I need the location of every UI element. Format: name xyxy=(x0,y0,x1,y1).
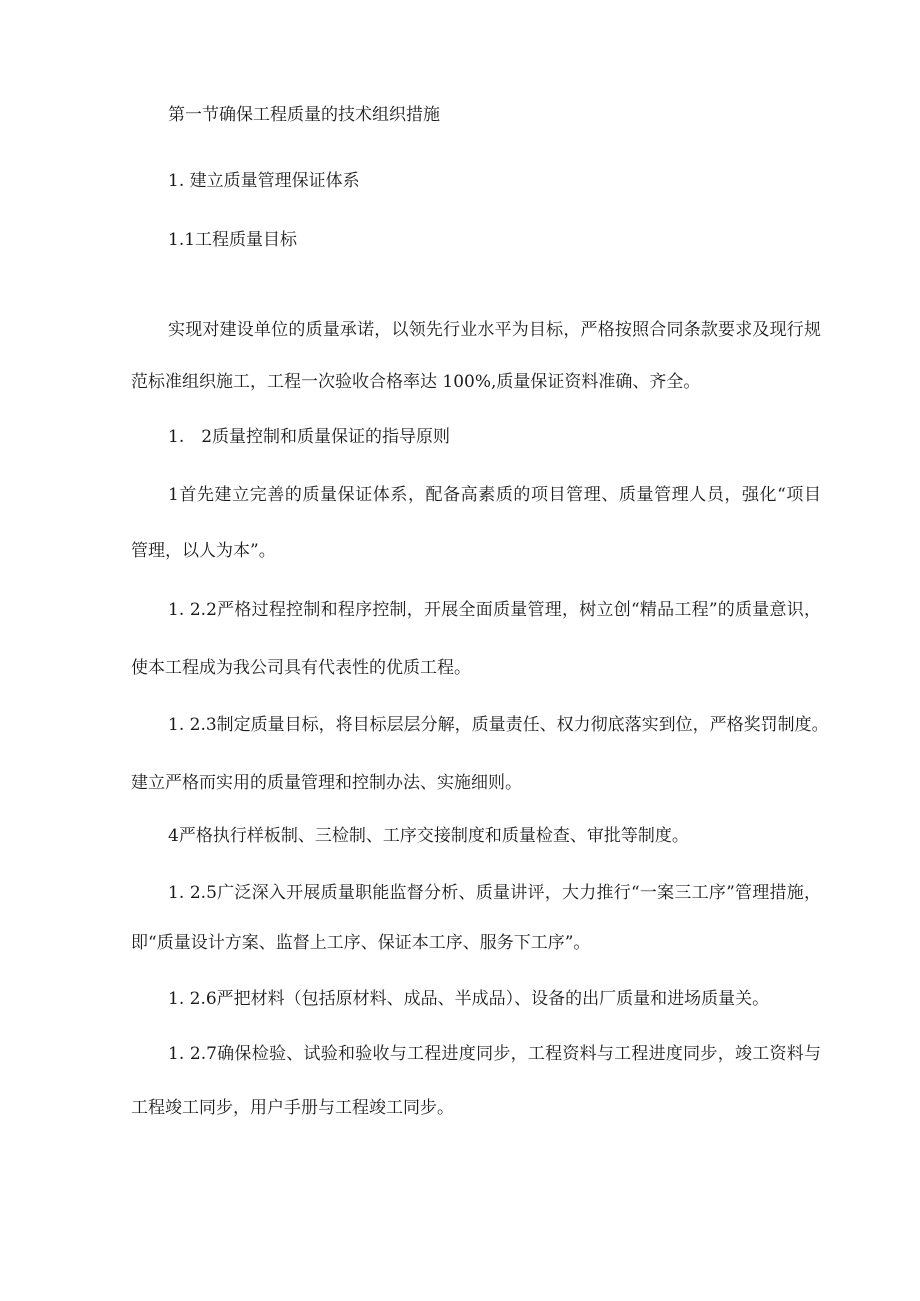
paragraph-7-line-1: 1. 2.7确保检验、试验和验收与工程进度同步，工程资料与工程进度同步，竣工资料与 xyxy=(168,1044,821,1064)
heading-1-1: 1.1工程质量目标 xyxy=(168,230,298,250)
heading-1-2: 1. 2质量控制和质量保证的指导原则 xyxy=(168,427,451,447)
paragraph-7-line-2: 工程竣工同步，用户手册与工程竣工同步。 xyxy=(131,1098,454,1118)
paragraph-3-line-2: 建立严格而实用的质量管理和控制办法、实施细则。 xyxy=(131,773,522,793)
paragraph-1-line-2: 管理，以人为本”。 xyxy=(131,541,276,561)
section-title: 第一节确保工程质量的技术组织措施 xyxy=(168,105,440,125)
paragraph-5-line-2: 即“质量设计方案、监督上工序、保证本工序、服务下工序”。 xyxy=(131,933,591,953)
paragraph-3-line-1: 1. 2.3制定质量目标，将目标层层分解，质量责任、权力彻底落实到位，严格奖罚制度。 xyxy=(168,715,829,735)
paragraph-target-line-2: 范标准组织施工，工程一次验收合格率达 100%,质量保证资料准确、齐全。 xyxy=(131,372,701,392)
paragraph-6-line-1: 1. 2.6严把材料（包括原材料、成品、半成品）、设备的出厂质量和进场质量关。 xyxy=(168,989,770,1009)
paragraph-2-line-1: 1. 2.2严格过程控制和程序控制，开展全面质量管理，树立创“精品工程”的质量意识， xyxy=(168,600,821,620)
heading-1: 1. 建立质量管理保证体系 xyxy=(168,171,360,191)
paragraph-1-line-1: 1首先建立完善的质量保证体系，配备高素质的项目管理、质量管理人员，强化“项目 xyxy=(168,485,821,505)
paragraph-2-line-2: 使本工程成为我公司具有代表性的优质工程。 xyxy=(131,658,471,678)
paragraph-5-line-1: 1. 2.5广泛深入开展质量职能监督分析、质量讲评，大力推行“一案三工序”管理措施， xyxy=(168,883,821,903)
paragraph-target-line-1: 实现对建设单位的质量承诺，以领先行业水平为目标，严格按照合同条款要求及现行规 xyxy=(168,320,821,340)
paragraph-4-line-1: 4严格执行样板制、三检制、工序交接制度和质量检查、审批等制度。 xyxy=(168,826,689,846)
